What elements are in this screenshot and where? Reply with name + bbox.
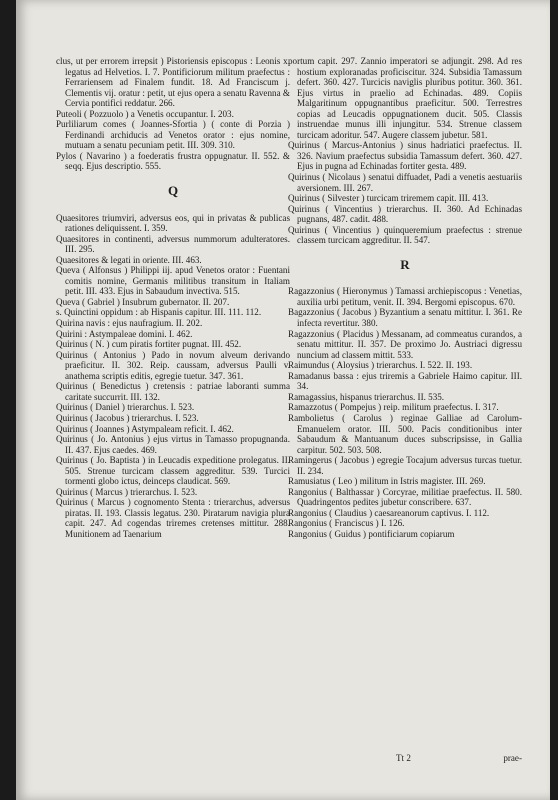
index-entry: clus, ut per errorem irrepsit ) Pistoriensis episcopus : Leonis x. legatus ad Helvetios. I. 7. Pontificiorum militum praefectus : Ferrariensem ad Finalem fundit. 18. Ad Franciscum j. Clementis vij. oratur : petit, ut ejus opera a senatu Ravenna & Cervia pontifici reddatur. 266. (56, 56, 290, 109)
signature-mark: Tt 2 (396, 753, 411, 763)
index-entry: Raimundus ( Aloysius ) trierarchus. I. 522. II. 193. (288, 360, 473, 371)
index-entry: Quirinus ( Vincentius ) trierarchus. II. 360. Ad Echinadas pugnans, 487. cadit. 488. (288, 203, 522, 225)
index-entry: Quirinus ( Vincentius ) quinqueremium praefectus : strenue classem turcicam aggreditur. II. 547. (288, 224, 522, 246)
index-entry: Quirinus ( Marcus ) trierarchus. I. 523. (56, 486, 198, 497)
index-entry: Ramadanus bassa : ejus triremis a Gabriele Haimo capitur. III. 34. (288, 370, 522, 392)
index-entry: Quirinus ( Marcus-Antonius ) sinus hadriatici praefectus. II. 326. Navium praefectus subsidia Tamassum defert. 360. 427. Ejus in pugna ad Echinadas fortiter gesta. 489. (288, 140, 522, 172)
index-entry: Ramingerus ( Jacobus ) egregie Tocajum adversus turcas tuetur. II. 234. (288, 455, 522, 476)
index-entry: s. Quinctini oppidum : ab Hispanis capitur. III. 111. 112. (56, 307, 262, 318)
index-entry: Rangonius ( Claudius ) caesareanorum captivus. I. 112. (288, 507, 490, 518)
index-entry: Quirinus ( Silvester ) turcicam triremem capit. III. 413. (288, 193, 489, 204)
index-entry: Ramazzotus ( Pompejus ) reip. militum praefectus. I. 317. (288, 402, 499, 413)
index-entry: Ramusiatus ( Leo ) militum in Istris magister. III. 269. (288, 476, 486, 487)
index-entry: Quirinus ( Joannes ) Astympaleam reficit. I. 462. (56, 423, 234, 434)
index-entry: Ragazzonius ( Placidus ) Messanam, ad commeatus curandos, a senatu mittitur. II. 357. De proximo Jo. Austriaci digressu nuncium ad classem mittit. 533. (288, 328, 522, 360)
index-entry: Quaesitores & legati in oriente. III. 463. (56, 254, 202, 265)
index-entry: Quaesitores triumviri, adversus eos, qui in privatas & publicas rationes deliquissent. I. 359. (56, 212, 290, 234)
index-entry: Purliliarum comes ( Joannes-Sfortia ) ( conte di Porzia ) Ferdinandi archiducis ad Venetos orator : ejus nomine, mutuam a senatu pecuniam petit. III. 309. 310. (56, 119, 290, 151)
index-entry: Quirinus ( N. ) cum piratis fortiter pugnat. III. 452. (56, 339, 242, 350)
index-entry: Quirinus ( Daniel ) trierarchus. I. 523. (56, 402, 195, 413)
index-entry: Quirinus ( Benedictus ) cretensis : patriae laboranti summa caritate succurrit. III. 132. (56, 381, 290, 402)
section-letter: Q (167, 183, 179, 199)
index-entry: Pylos ( Navarino ) a foederatis frustra oppugnatur. II. 552. & seqq. Ejus descriptio. 555. (56, 150, 290, 172)
index-entry: Ramagassius, hispanus trierarchus. II. 535. (288, 391, 445, 402)
index-entry: Rangonius ( Guidus ) pontificiarum copiarum (288, 528, 455, 539)
book-page (16, 0, 550, 800)
index-entry: Quirinus ( Marcus ) cognomento Stenta : trierarchus, adversus piratas. II. 193. Classis legatus. 230. Piratarum navigia plura capit. 247. Ad cogendas triremes cretenses mittitur. 288. Munitionem ad Taenarium (56, 497, 290, 539)
index-entry: Quirinus ( Jo. Antonius ) ejus virtus in Tamasso propugnanda. II. 437. Ejus caedes. 469. (56, 434, 290, 455)
index-entry: Queva ( Alfonsus ) Philippi iij. apud Venetos orator : Fuentani comitis nomine, Germanis militibus transitum in Italiam petit. III. 433. Ejus in Sabaudum invectiva. 515. (56, 265, 290, 297)
index-entry: Quirina navis : ejus naufragium. II. 202. (56, 318, 203, 329)
right-column (288, 56, 522, 540)
index-entry: Quaesitores in continenti, adversus nummorum adulteratores. III. 295. (56, 233, 290, 255)
left-column (56, 56, 290, 540)
index-entry: Quirinus ( Jo. Baptista ) in Leucadis expeditione prolegatus. II. 505. Strenue turcicam classem aggreditur. 539. Turcici tormenti globo ictus, deinceps claudicat. 569. (56, 455, 290, 487)
index-entry: Ragazzonius ( Hieronymus ) Tamassi archiepiscopus : Venetias, auxilia urbi petitum, venit. II. 394. Bergomi episcopus. 670. (288, 286, 522, 307)
index-entry: Quirinus ( Antonius ) Pado in novum alveum derivando praeficitur. II. 302. Reip. caussam, adversus Paulli v. anathema scriptis editis, egregie tuetur. 347. 361. (56, 349, 290, 381)
index-entry: portum capit. 297. Zannio imperatori se adjungit. 298. Ad res hostium exploranadas proficiscitur. 324. Subsidia Tamassum defert. 360. 427. Turcicis naviglis pluribus potitur. 360. 361. Ejus virtus in praelio ad Echinadas. 489. Copiis Malgaritinum oppugnantibus praeficitur. 500. Terrestres copias ad Leucadis oppugnationem ducit. 505. Classis instruendae munus illi injungitur. 534. Strenue classem turcicam adoritur. 547. Augere classem jubetur. 581. (288, 56, 522, 140)
index-entry: Rangonius ( Franciscus ) I. 126. (288, 518, 405, 529)
index-entry: Queva ( Gabriel ) Insubrum gubernator. II. 207. (56, 296, 230, 307)
index-entry: Puteoli ( Pozzuolo ) a Venetis occupantur. I. 203. (56, 108, 234, 119)
catchword: prae- (503, 753, 522, 763)
index-entry: Quirinus ( Jacobus ) trierarchus. I. 523. (56, 412, 199, 423)
index-entry: Bagazzonius ( Jacobus ) Byzantium a senatu mittitur. I. 361. Re infecta revertitur. 380. (288, 307, 522, 329)
section-letter: R (400, 256, 410, 272)
index-entry: Rambolietus ( Carolus ) reginae Galliae ad Carolum-Emanuelem orator. III. 500. Pacis conditionibus inter Sabaudum & Mantuanum duces subscripsisse, in Gallia carpitur. 502. 503. 508. (288, 412, 522, 455)
index-entry: Quirinus ( Nicolaus ) senatui diffuadet, Padi a venetis aestuariis aversionem. III. 267. (288, 172, 522, 193)
index-entry: Quirini : Astympaleae domini. I. 462. (56, 328, 193, 339)
index-entry: Rangonius ( Balthassar ) Corcyrae, militiae praefectus. II. 580. Quadringentos pedites jubetur conscribere. 637. (288, 486, 522, 508)
